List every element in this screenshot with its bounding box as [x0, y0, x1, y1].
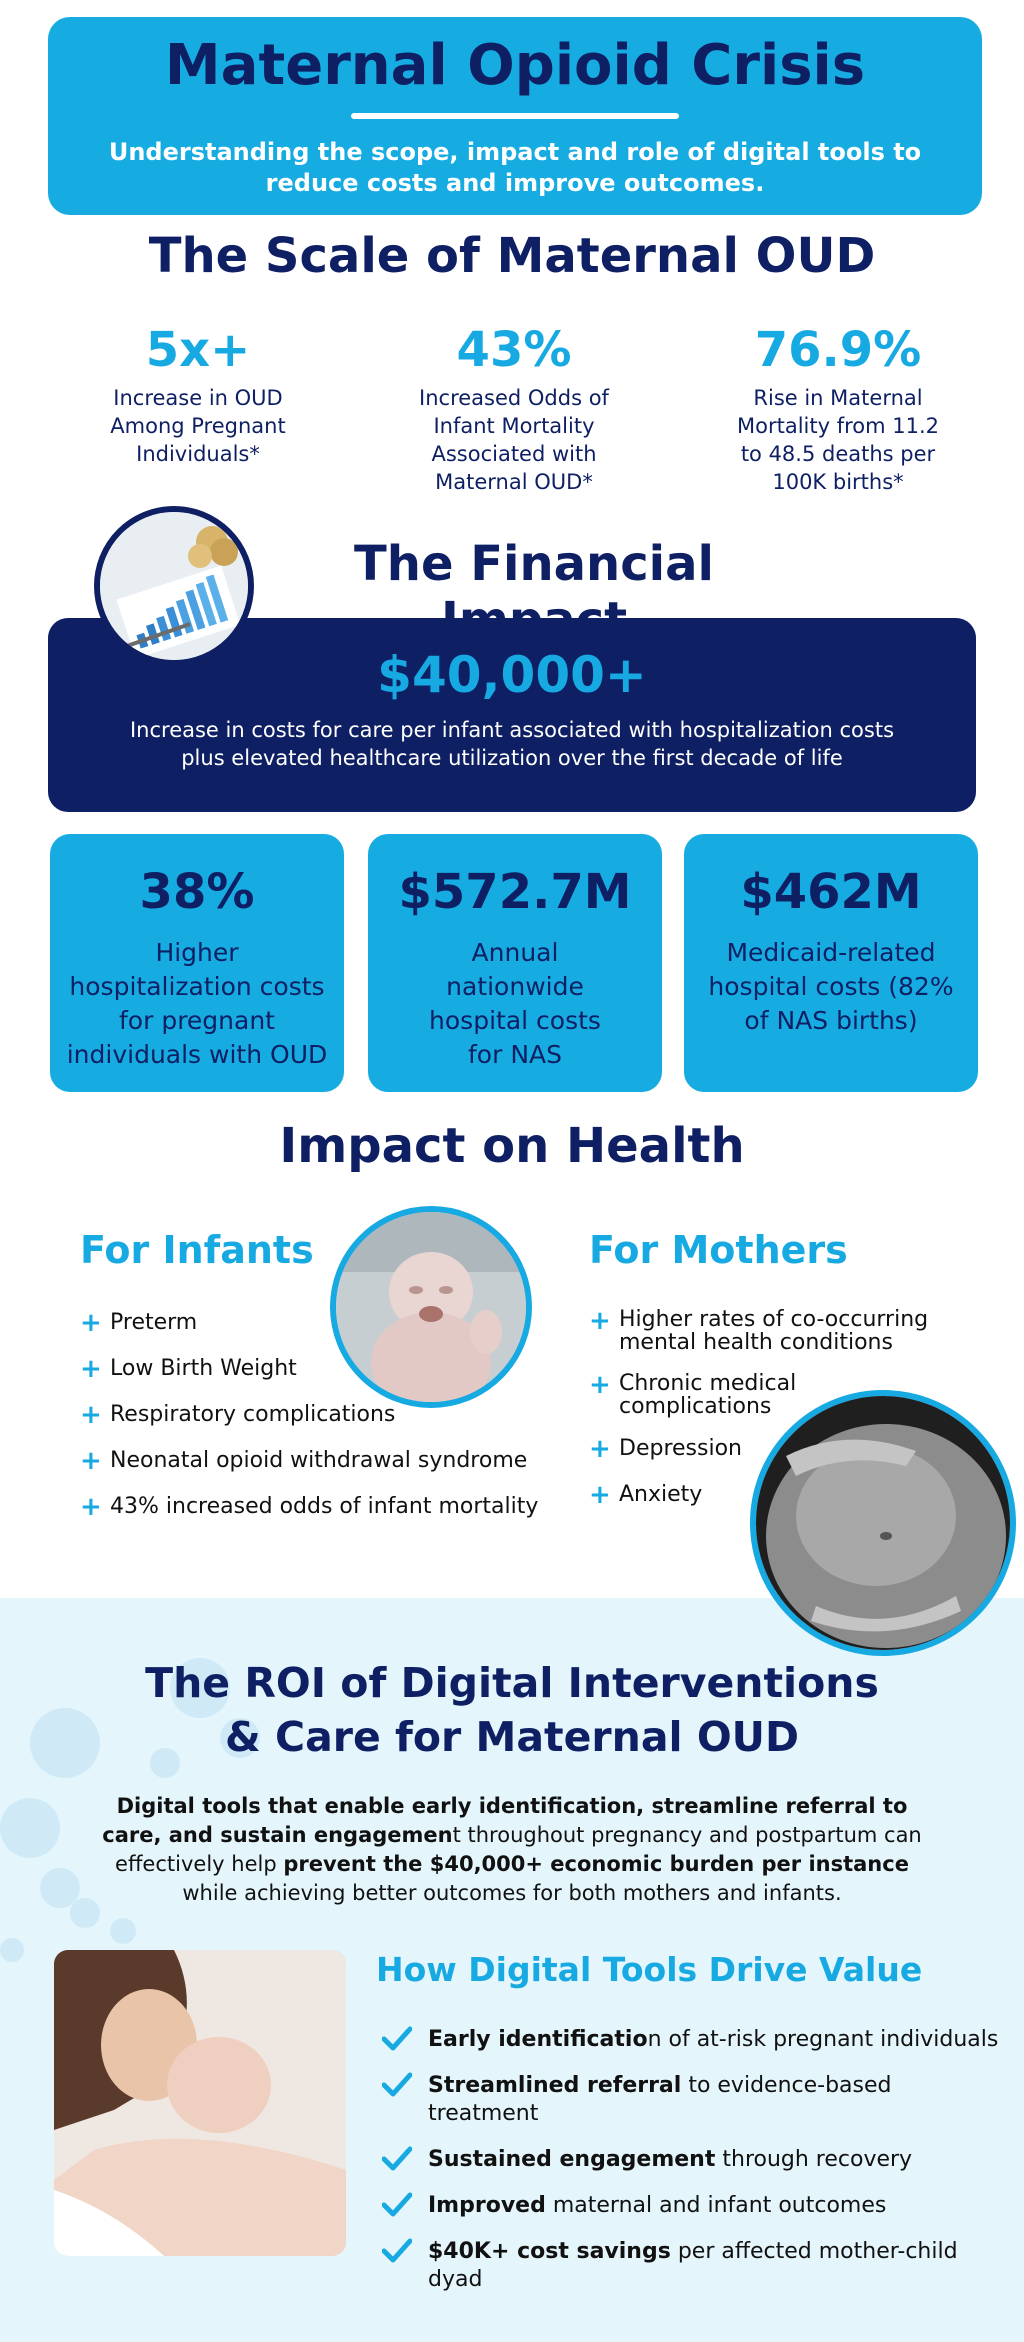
stat-value: 76.9% — [754, 322, 922, 378]
check-icon — [382, 2146, 412, 2172]
check-icon — [382, 2238, 412, 2264]
cost-label: Medicaid-related hospital costs (82% of NAS births) — [708, 938, 954, 1035]
headline-value: $40,000+ — [377, 646, 647, 704]
tools-list — [382, 2026, 1002, 2312]
list-item: Sustained engagement through recovery — [382, 2146, 1002, 2174]
headline-description: Increase in costs for care per infant associated with hospitalization costs plus elevated healthcare utilization over the first decade of life — [129, 718, 895, 770]
plus-icon: + — [589, 1370, 611, 1400]
title-divider — [351, 113, 679, 119]
cost-card-hospitalization — [50, 834, 344, 1092]
cost-label: Higher hospitalization costs for pregnant individuals with OUD — [66, 938, 328, 1069]
list-item: + Respiratory complications — [80, 1400, 396, 1430]
mother-baby-photo — [54, 1950, 346, 2256]
scale-title: The Scale of Maternal OUD — [148, 228, 876, 284]
stat-value: 5x+ — [145, 322, 251, 378]
plus-icon: + — [80, 1400, 102, 1430]
cost-value: $462M — [740, 864, 922, 920]
pregnant-belly-photo — [750, 1390, 1016, 1656]
cost-card-nas-annual — [368, 834, 662, 1092]
cost-label: Annual nationwide hospital costs for NAS — [429, 938, 601, 1069]
plus-icon: + — [80, 1354, 102, 1384]
list-item: + Preterm — [80, 1308, 198, 1338]
financial-title: The Financial — [354, 536, 714, 592]
plus-icon: + — [80, 1492, 102, 1522]
stat-infant-mortality — [369, 322, 659, 496]
mothers-title: For Mothers — [589, 1228, 848, 1272]
list-item: + 43% increased odds of infant mortality — [80, 1492, 539, 1522]
list-item: Streamlined referral to evidence-based treatment — [382, 2072, 1002, 2128]
header-banner — [48, 17, 982, 215]
list-item: + Neonatal opioid withdrawal syndrome — [80, 1446, 528, 1476]
stat-label: Increased Odds of Infant Mortality Associated with Maternal OUD* — [419, 386, 609, 494]
stat-label: Rise in Maternal Mortality from 11.2 to 48.5 deaths per 100K births* — [736, 386, 939, 494]
finance-chart-icon — [94, 506, 254, 666]
list-item: + Depression — [589, 1434, 742, 1464]
list-item: $40K+ cost savings per affected mother-child dyad — [382, 2238, 1002, 2294]
check-icon — [382, 2026, 412, 2052]
list-item: + Low Birth Weight — [80, 1354, 297, 1384]
roi-description: Digital tools that enable early identification, streamline referral to care, and sustain engagement throughout pregnancy and postpartum can effectively help prevent the $40,000+ economic burden per instance while achieving better outcomes for both mothers and infants. — [102, 1794, 922, 1905]
page-subtitle: Understanding the scope, impact and role of digital tools to reduce costs and improve outcomes. — [108, 138, 922, 197]
list-item: + Chronic medical complications — [589, 1370, 797, 1419]
list-item: Early identification of at-risk pregnant individuals — [382, 2026, 1002, 2054]
plus-icon: + — [80, 1446, 102, 1476]
tools-title: How Digital Tools Drive Value — [376, 1950, 923, 1989]
stat-label: Increase in OUD Among Pregnant Individuals* — [110, 386, 286, 466]
stat-maternal-mortality — [693, 322, 983, 496]
health-title: Impact on Health — [279, 1118, 745, 1174]
infants-title: For Infants — [80, 1228, 314, 1272]
list-item: Improved maternal and infant outcomes — [382, 2192, 1002, 2220]
roi-title: The ROI of Digital Interventions & Care for Maternal OUD — [145, 1659, 879, 1761]
list-item: + Anxiety — [589, 1480, 703, 1510]
plus-icon: + — [589, 1480, 611, 1510]
list-item: + Higher rates of co-occurring mental health conditions — [589, 1306, 929, 1355]
cost-value: $572.7M — [398, 864, 632, 920]
plus-icon: + — [589, 1306, 611, 1336]
stat-oud-increase — [53, 322, 343, 468]
stat-value: 43% — [456, 322, 572, 378]
newborn-photo — [330, 1206, 532, 1408]
check-icon — [382, 2192, 412, 2218]
cost-value: 38% — [139, 864, 255, 920]
plus-icon: + — [589, 1434, 611, 1464]
check-icon — [382, 2072, 412, 2098]
plus-icon: + — [80, 1308, 102, 1338]
cost-card-medicaid — [684, 834, 978, 1092]
page-title: Maternal Opioid Crisis — [164, 33, 866, 98]
